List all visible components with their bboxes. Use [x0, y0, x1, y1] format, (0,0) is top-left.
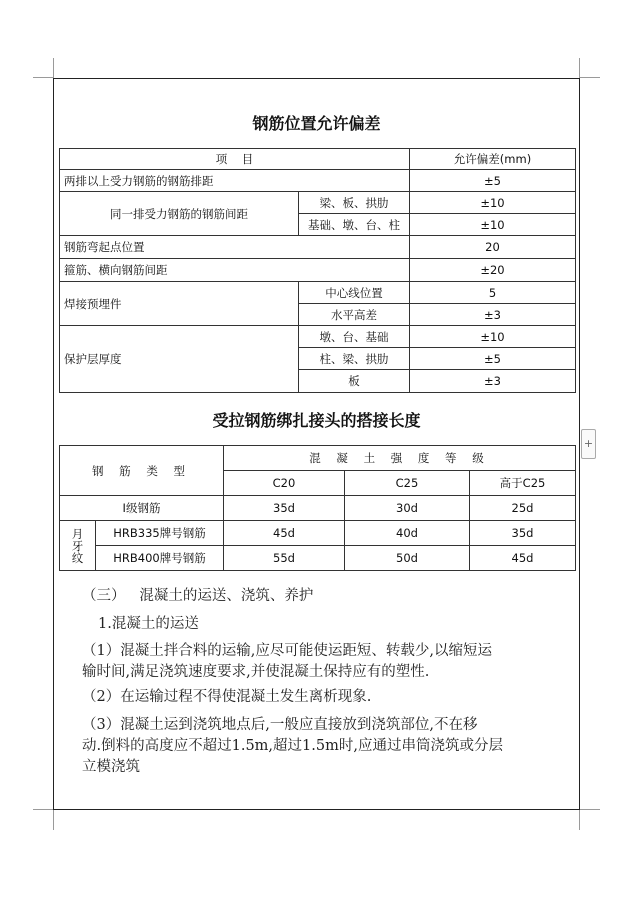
row-subitem: 墩、台、基础: [299, 326, 410, 348]
row-tolerance: 20: [410, 236, 576, 259]
lap-value: 35d: [224, 496, 345, 521]
crop-mark: [53, 810, 54, 830]
row-item: 箍筋、横向钢筋间距: [60, 259, 410, 282]
paragraph-line: （1）混凝土拌合料的运输,应尽可能使运距短、转载少,以缩短运: [82, 643, 492, 659]
subheading: 1.混凝土的运送: [98, 616, 199, 632]
row-subitem: 板: [299, 370, 410, 393]
header-tolerance: 允许偏差(mm): [410, 149, 576, 170]
crop-mark: [53, 58, 54, 78]
crop-mark: [33, 809, 53, 810]
row-tolerance: ±10: [410, 192, 576, 214]
crop-mark: [580, 77, 600, 78]
row-subitem: 基础、墩、台、柱: [299, 214, 410, 236]
section-title-rebar-tolerance: 钢筋位置允许偏差: [252, 114, 381, 133]
paragraph-line: 立模浇筑: [82, 759, 140, 775]
group-label-text: 月牙纹: [71, 526, 84, 565]
expand-tab-icon[interactable]: +: [581, 429, 596, 459]
row-item: 钢筋弯起点位置: [60, 236, 410, 259]
row-item: 焊接预埋件: [60, 282, 299, 326]
lap-value: 50d: [345, 546, 470, 571]
row-subitem: 柱、梁、拱肋: [299, 348, 410, 370]
paragraph-line: 动.倒料的高度应不超过1.5m,超过1.5m时,应通过串筒浇筑或分层: [82, 738, 503, 754]
row-subitem: 梁、板、拱肋: [299, 192, 410, 214]
row-tolerance: ±3: [410, 370, 576, 393]
group-label: [60, 521, 96, 571]
rebar-type-label: Ⅰ级钢筋: [60, 496, 224, 521]
lap-value: 45d: [470, 546, 576, 571]
lap-value: 55d: [224, 546, 345, 571]
row-tolerance: 5: [410, 282, 576, 304]
row-item: 保护层厚度: [60, 326, 299, 393]
row-tolerance: ±3: [410, 304, 576, 326]
grade-header: C25: [345, 471, 470, 496]
lap-value: 25d: [470, 496, 576, 521]
crop-mark: [580, 809, 600, 810]
lap-value: 45d: [224, 521, 345, 546]
paragraph-line: （2）在运输过程不得使混凝土发生离析现象.: [82, 689, 372, 705]
lap-value: 30d: [345, 496, 470, 521]
paragraph-line: 输时间,满足浇筑速度要求,并使混凝土保持应有的塑性.: [82, 664, 430, 680]
header-rebar-type: 钢 筋 类 型: [60, 446, 224, 496]
grade-header: C20: [224, 471, 345, 496]
row-tolerance: ±5: [410, 348, 576, 370]
row-subitem: 中心线位置: [299, 282, 410, 304]
rebar-tolerance-table: [59, 148, 576, 393]
row-subitem: 水平高差: [299, 304, 410, 326]
grade-header: 高于C25: [470, 471, 576, 496]
header-concrete-grade: 混 凝 土 强 度 等 级: [224, 446, 576, 471]
row-tolerance: ±5: [410, 170, 576, 192]
crop-mark: [579, 58, 580, 78]
row-item: 同一排受力钢筋的钢筋间距: [60, 192, 299, 236]
paragraph-line: （3）混凝土运到浇筑地点后,一般应直接放到浇筑部位,不在移: [82, 717, 478, 733]
lap-value: 35d: [470, 521, 576, 546]
row-tolerance: ±20: [410, 259, 576, 282]
header-item: 项 目: [60, 149, 410, 170]
section-heading: （三） 混凝土的运送、浇筑、养护: [82, 588, 314, 604]
rebar-type-label: HRB335牌号钢筋: [96, 521, 224, 546]
rebar-type-label: HRB400牌号钢筋: [96, 546, 224, 571]
row-item: 两排以上受力钢筋的钢筋排距: [60, 170, 410, 192]
crop-mark: [33, 77, 53, 78]
lap-value: 40d: [345, 521, 470, 546]
crop-mark: [579, 810, 580, 830]
section-title-lap-length: 受拉钢筋绑扎接头的搭接长度: [212, 411, 421, 430]
lap-length-table: [59, 445, 576, 571]
row-tolerance: ±10: [410, 214, 576, 236]
row-tolerance: ±10: [410, 326, 576, 348]
